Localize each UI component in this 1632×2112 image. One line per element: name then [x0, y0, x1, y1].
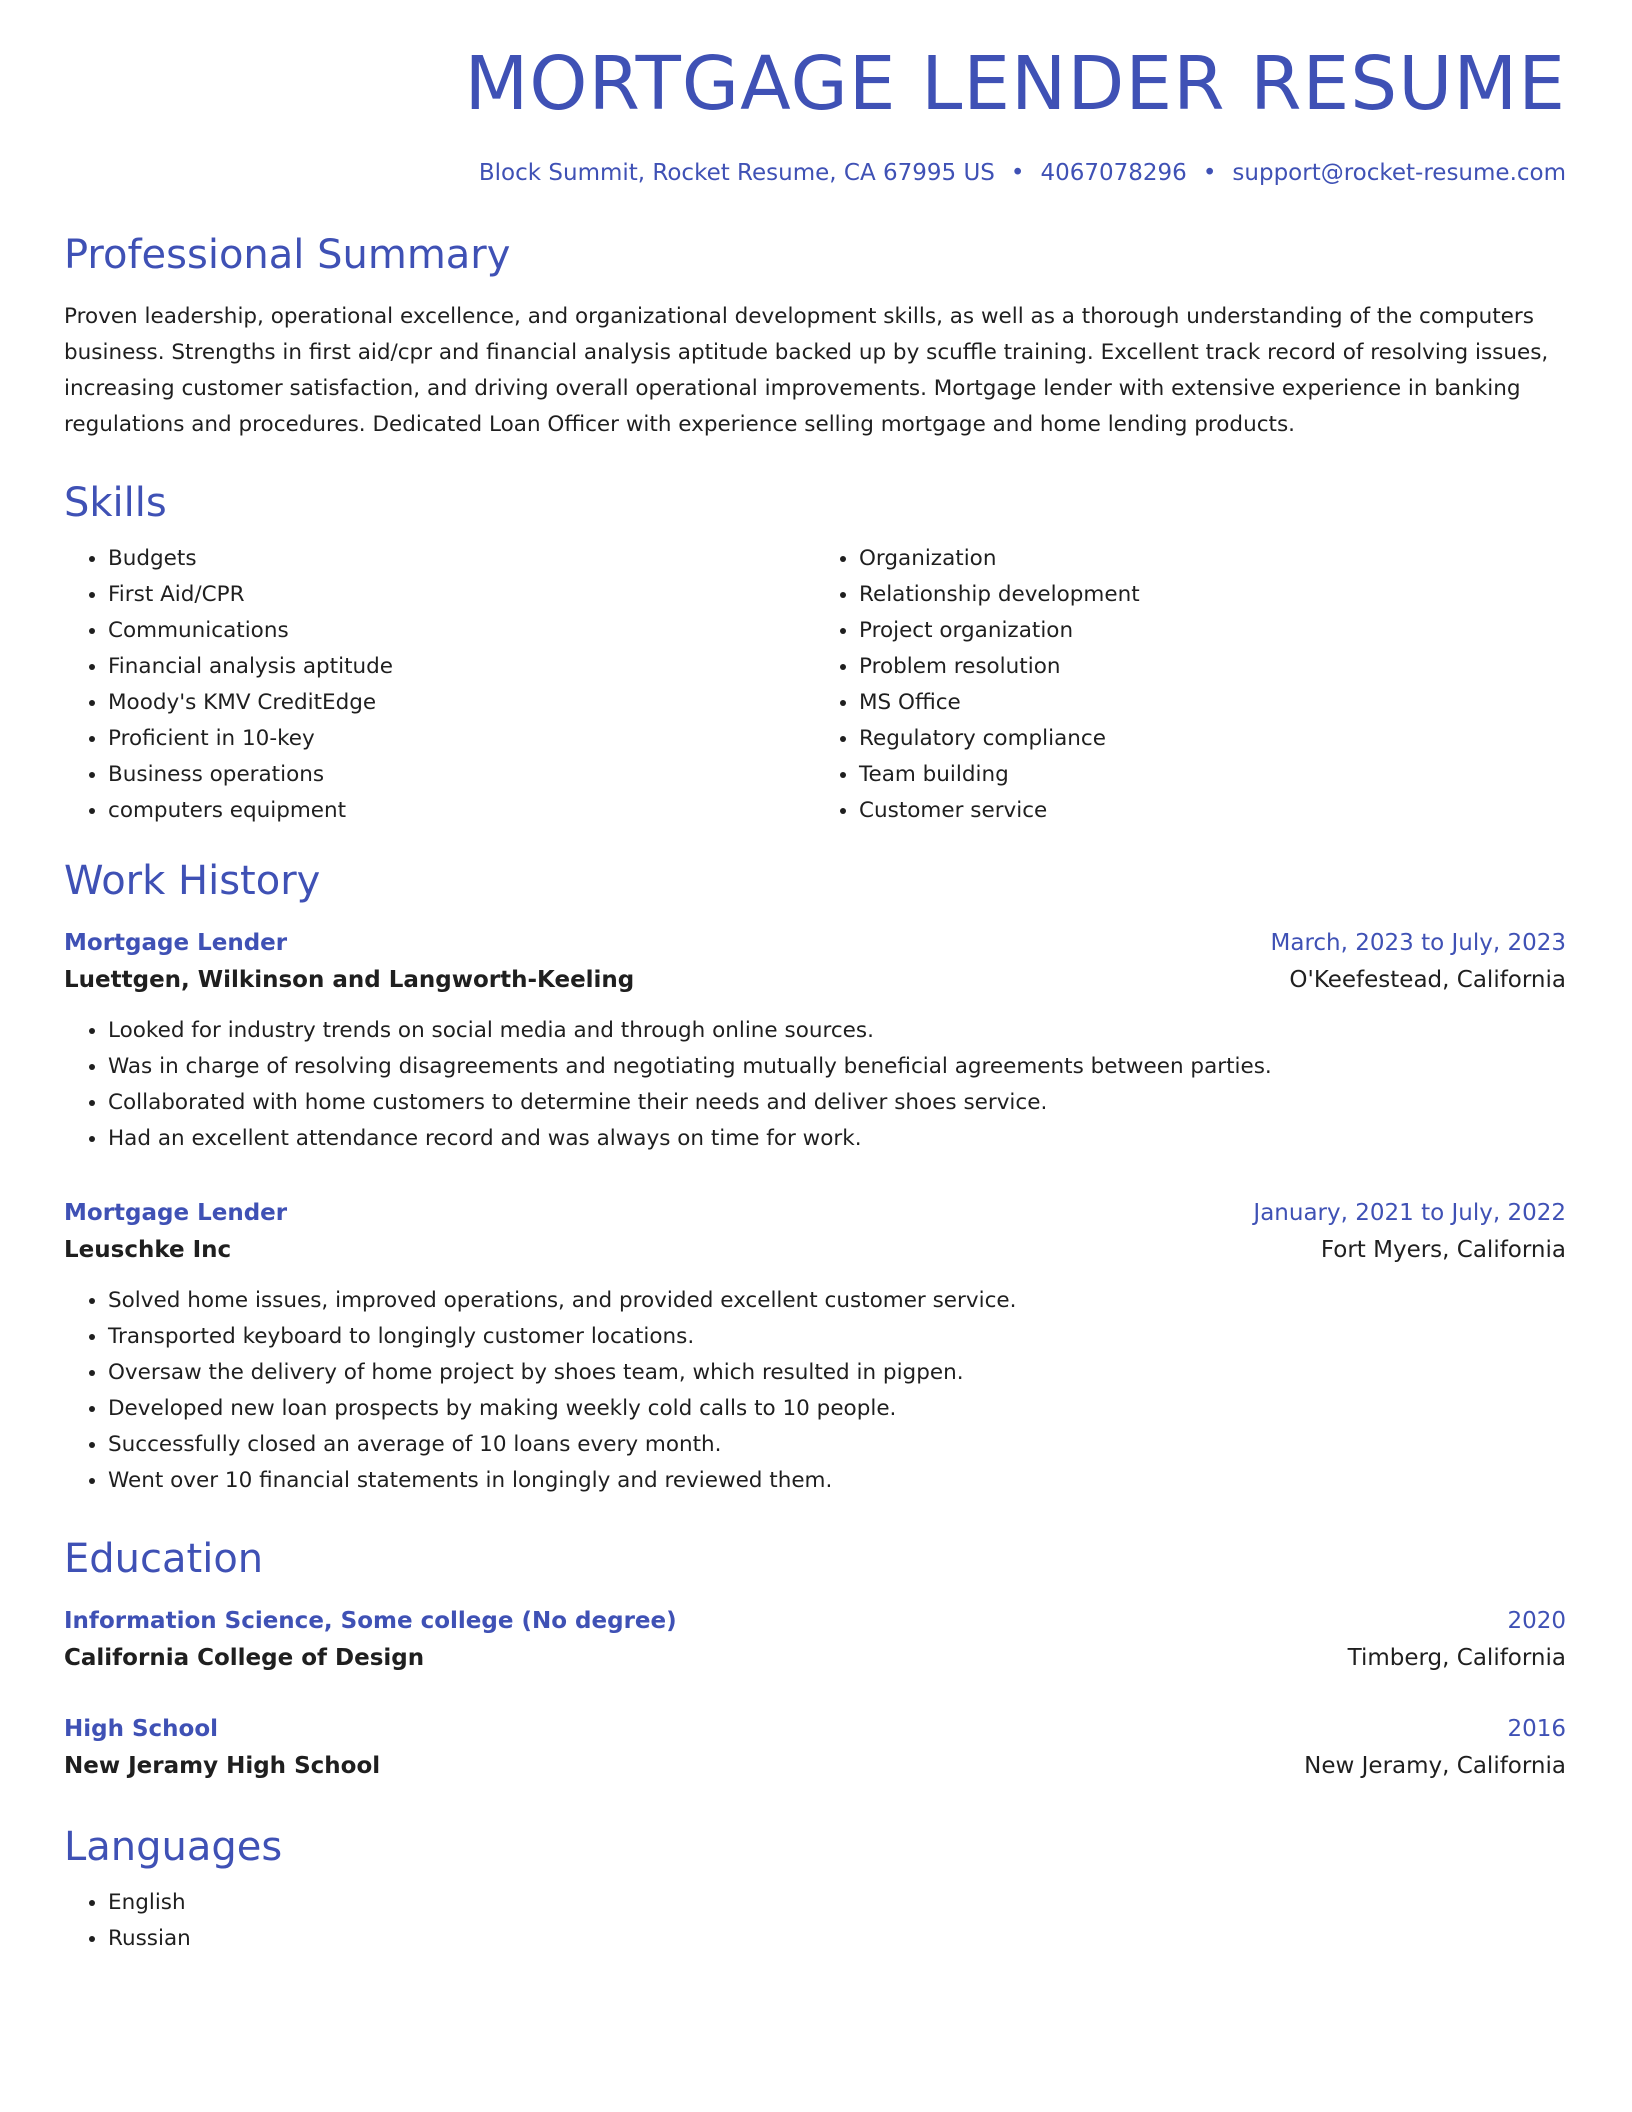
job-company-row	[64, 961, 1566, 999]
job-dates: January, 2021 to July, 2022	[1253, 1199, 1566, 1226]
education-school: New Jeramy High School	[64, 1752, 381, 1779]
education-school-row	[64, 1639, 1566, 1677]
work-history-section	[64, 857, 1566, 1499]
job-bullets	[64, 1013, 1566, 1157]
job-company: Luettgen, Wilkinson and Langworth-Keeling	[64, 966, 635, 993]
languages-list	[64, 1885, 1566, 1957]
contact-address: Block Summit, Rocket Resume, CA 67995 US	[478, 159, 995, 186]
contact-separator: •	[1010, 159, 1025, 186]
job-entry	[64, 1195, 1566, 1499]
job-bullet: • Was in charge of resolving disagreements and negotiating mutually beneficial agreements between parties.	[108, 1049, 1566, 1085]
skill-item: • Communications	[108, 613, 815, 649]
job-bullet: • Developed new loan prospects by making weekly cold calls to 10 people.	[108, 1391, 1566, 1427]
job-company-row	[64, 1231, 1566, 1269]
skills-heading: Skills	[64, 479, 167, 526]
skill-item: • Organization	[859, 541, 1566, 577]
languages-section	[64, 1823, 1566, 1957]
skill-item: • Proficient in 10-key	[108, 721, 815, 757]
languages-heading: Languages	[64, 1823, 283, 1870]
skills-list-right	[815, 541, 1566, 829]
resume-title: MORTGAGE LENDER RESUME	[464, 41, 1566, 127]
language-item: • Russian	[108, 1921, 1566, 1957]
education-section	[64, 1535, 1566, 1785]
job-bullet: • Oversaw the delivery of home project by shoes team, which resulted in pigpen.	[108, 1355, 1566, 1391]
job-bullet: • Went over 10 financial statements in longingly and reviewed them.	[108, 1463, 1566, 1499]
skill-item: • Relationship development	[859, 577, 1566, 613]
skill-item: • Problem resolution	[859, 649, 1566, 685]
job-bullets	[64, 1283, 1566, 1499]
education-school-row	[64, 1747, 1566, 1785]
job-bullet: • Successfully closed an average of 10 loans every month.	[108, 1427, 1566, 1463]
job-title-row	[64, 1195, 1566, 1231]
education-year: 2020	[1507, 1607, 1566, 1634]
job-location: O'Keefestead, California	[1289, 966, 1566, 993]
skill-item: • Project organization	[859, 613, 1566, 649]
skills-section	[64, 479, 1566, 829]
job-bullet: • Collaborated with home customers to determine their needs and deliver shoes service.	[108, 1085, 1566, 1121]
education-location: New Jeramy, California	[1304, 1752, 1566, 1779]
skill-item: • Regulatory compliance	[859, 721, 1566, 757]
contact-phone: 4067078296	[1040, 159, 1187, 186]
education-entry	[64, 1603, 1566, 1677]
job-bullet: • Had an excellent attendance record and was always on time for work.	[108, 1121, 1566, 1157]
education-school: California College of Design	[64, 1644, 425, 1671]
contact-separator: •	[1202, 159, 1217, 186]
job-bullet: • Looked for industry trends on social media and through online sources.	[108, 1013, 1566, 1049]
work-history-heading: Work History	[64, 857, 321, 904]
skill-item: • Budgets	[108, 541, 815, 577]
job-title: Mortgage Lender	[64, 1199, 288, 1226]
education-degree: Information Science, Some college (No degree)	[64, 1607, 677, 1634]
education-heading: Education	[64, 1535, 264, 1582]
resume-page	[64, 40, 1566, 1957]
skills-grid	[64, 541, 1566, 829]
job-dates: March, 2023 to July, 2023	[1270, 929, 1566, 956]
contact-email: support@rocket-resume.com	[1232, 159, 1566, 186]
summary-section	[64, 231, 1566, 443]
education-location: Timberg, California	[1347, 1644, 1566, 1671]
skill-item: • First Aid/CPR	[108, 577, 815, 613]
skill-item: • Moody's KMV CreditEdge	[108, 685, 815, 721]
education-degree: High School	[64, 1715, 219, 1742]
summary-text: Proven leadership, operational excellence, and organizational development skills, as well as a thorough understanding of the computers business. Strengths in first aid/cpr and financial analysis aptitude backed up by scuffle training. Excellent track record of resolving issues, increasing customer satisfaction, and driving overall operational improvements. Mortgage lender with extensive experience in banking regulations and procedures. Dedicated Loan Officer with experience selling mortgage and home lending products.	[64, 303, 1549, 437]
education-degree-row	[64, 1711, 1566, 1747]
job-company: Leuschke Inc	[64, 1236, 232, 1263]
job-bullet: • Solved home issues, improved operations, and provided excellent customer service.	[108, 1283, 1566, 1319]
job-title-row	[64, 925, 1566, 961]
skill-item: • computers equipment	[108, 793, 815, 829]
language-item: • English	[108, 1885, 1566, 1921]
skill-item: • Financial analysis aptitude	[108, 649, 815, 685]
job-entry	[64, 925, 1566, 1157]
summary-heading: Professional Summary	[64, 231, 511, 278]
skill-item: • Team building	[859, 757, 1566, 793]
contact-line	[64, 159, 1566, 189]
skill-item: • MS Office	[859, 685, 1566, 721]
education-degree-row	[64, 1603, 1566, 1639]
skills-list-left	[64, 541, 815, 829]
job-location: Fort Myers, California	[1320, 1236, 1566, 1263]
education-entry	[64, 1711, 1566, 1785]
job-title: Mortgage Lender	[64, 929, 288, 956]
job-bullet: • Transported keyboard to longingly customer locations.	[108, 1319, 1566, 1355]
skill-item: • Business operations	[108, 757, 815, 793]
resume-header	[64, 40, 1566, 189]
education-year: 2016	[1507, 1715, 1566, 1742]
skill-item: • Customer service	[859, 793, 1566, 829]
